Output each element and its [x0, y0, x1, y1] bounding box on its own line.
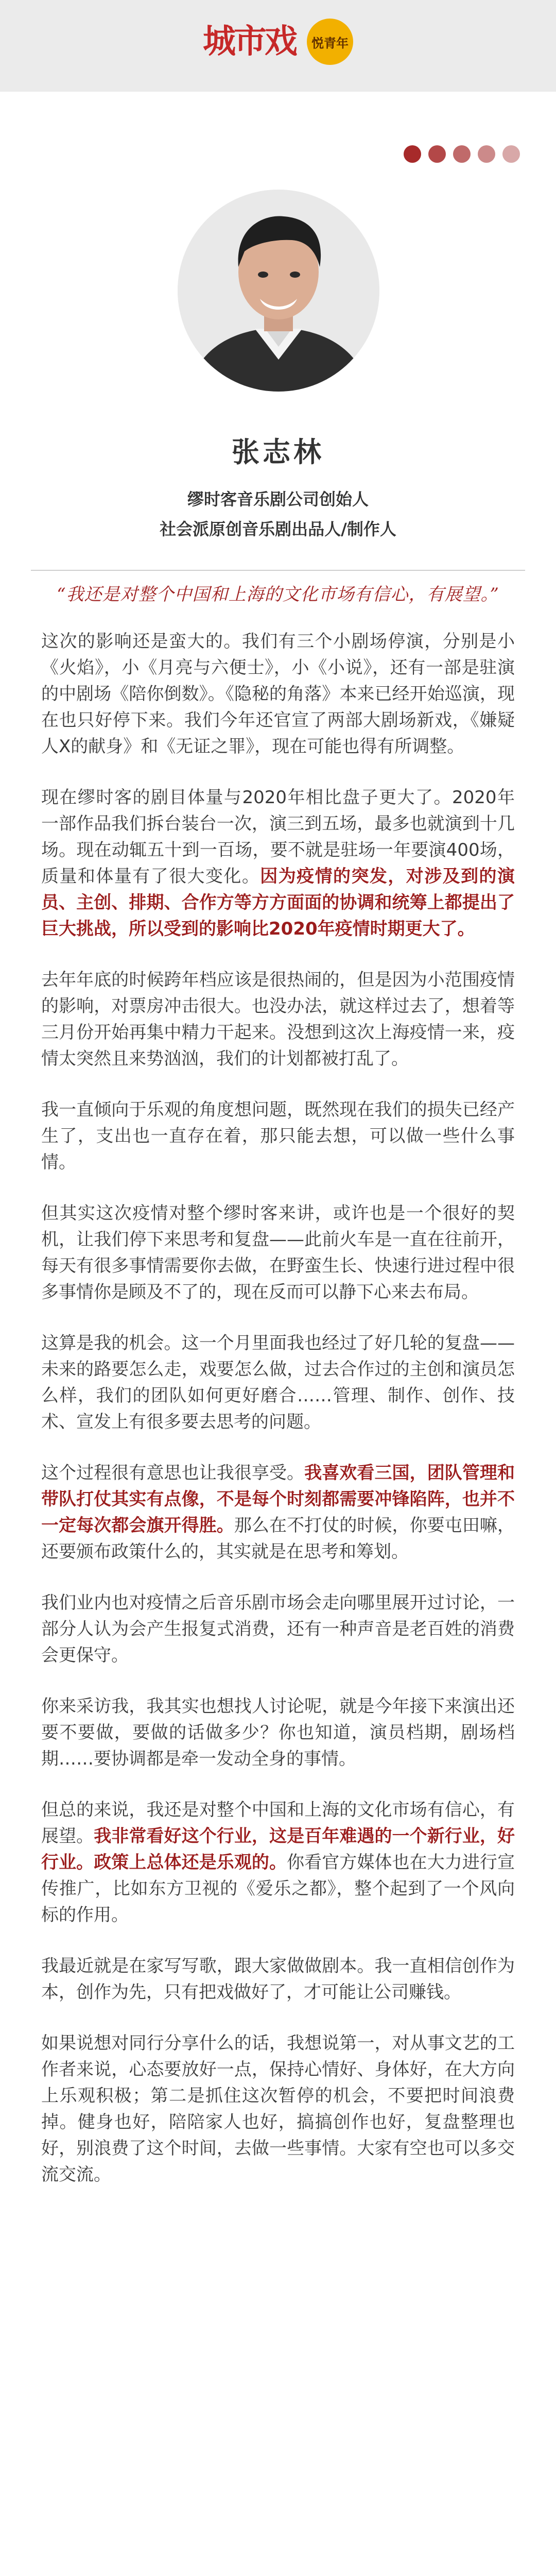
article-paragraph — [41, 1097, 515, 1176]
person-name: 张志林 — [232, 435, 324, 468]
paragraph-text: 那么在不打仗的时候，你要屯田嘛，还要颁布政策什么的，其实就是在思考和筹划。 — [41, 1515, 515, 1562]
article-paragraph — [41, 1330, 515, 1435]
logo-badge: 悦青年 — [307, 19, 353, 65]
paragraph-text: 这次的影响还是蛮大的。我们有三个小剧场停演，分别是小《火焰》，小《月亮与六便士》，小《小说》，还有一部是驻演的中剧场《陪你倒数》。《隐秘的角落》本来已经开始巡演，现在也只好停下来。我们今年还官宣了两部大剧场新戏，《嫌疑人X的献身》和《无证之罪》，现在可能也得有所调整。 — [41, 631, 515, 757]
paragraph-text: 现在缪时客的剧目体量与2020年相比盘子更大了。2020年一部作品我们拆台装台一次，演三到五场，最多也就演到十几场。现在动辄五十到一百场，要不就是驻场一年要演400场，质量和体量有了很大变化。 — [41, 787, 515, 887]
paragraph-text: 去年年底的时候跨年档应该是很热闹的，但是因为小范围疫情的影响，对票房冲击很大。也没办法，就这样过去了，想着等三月份开始再集中精力干起来。没想到这次上海疫情一来，疫情太突然且来势汹汹，我们的计划都被打乱了。 — [41, 970, 515, 1069]
paragraph-text: 但总的来说，我还是对整个中国和上海的文化市场有信心，有展望。 — [41, 1800, 515, 1846]
pull-quote — [31, 570, 525, 605]
paragraph-text: 我一直倾向于乐观的角度想问题，既然现在我们的损失已经产生了，支出也一直存在着，那只能去想，可以做一些什么事情。 — [41, 1099, 515, 1173]
portrait-photo — [178, 190, 379, 392]
paragraph-text: 你来采访我，我其实也想找人讨论呢，就是今年接下来演出还要不要做，要做的话做多少？你也知道，演员档期，剧场档期……要协调都是牵一发动全身的事情。 — [41, 1696, 515, 1769]
pager-dot[interactable] — [453, 145, 471, 163]
article-paragraph — [41, 1953, 515, 2006]
pager-dots — [404, 145, 520, 163]
article-paragraph — [41, 1200, 515, 1306]
highlighted-text: 因为疫情的突发，对涉及到的演员、主创、排期、合作方等方方面面的协调和统筹上都提出了巨大挑战，所以受到的影响比2020年疫情时期更大了。 — [41, 866, 515, 939]
pager-dot[interactable] — [428, 145, 446, 163]
portrait-illustration — [178, 190, 379, 392]
paragraph-text: 这个过程很有意思也让我很享受。 — [41, 1463, 305, 1483]
article-paragraph — [41, 629, 515, 760]
article-paragraph — [41, 2030, 515, 2188]
highlighted-text: 我喜欢看三国，团队管理和带队打仗其实有点像，不是每个时刻都需要冲锋陷阵，也并不一定每次都会旗开得胜。 — [41, 1463, 515, 1536]
article-paragraph — [41, 1460, 515, 1565]
article-paragraph — [41, 1797, 515, 1928]
person-role: 社会派原创音乐剧出品人/制作人 — [160, 519, 396, 539]
logo-wordmark: 城市戏 — [203, 22, 296, 61]
paragraph-text: 我最近就是在家写写歌，跟大家做做剧本。我一直相信创作为本，创作为先，只有把戏做好了，才可能让公司赚钱。 — [41, 1956, 515, 2003]
pager-dot[interactable] — [478, 145, 495, 163]
paragraph-text: 但其实这次疫情对整个缪时客来讲，或许也是一个很好的契机，让我们停下来思考和复盘——此前火车是一直在往前开，每天有很多事情需要你去做，在野蛮生长、快速行进过程中很多事情你是顾及不了的，现在反而可以静下心来去布局。 — [41, 1203, 515, 1302]
article-paragraph — [41, 1693, 515, 1772]
paragraph-text: 这算是我的机会。这一个月里面我也经过了好几轮的复盘——未来的路要怎么走，戏要怎么做，过去合作过的主创和演员怎么样，我们的团队如何更好磨合……管理、制作、创作、技术、宣发上有很多要去思考的问题。 — [41, 1333, 515, 1432]
article-paragraph — [41, 785, 515, 942]
article-paragraph — [41, 967, 515, 1072]
pager-dot[interactable] — [502, 145, 520, 163]
paragraph-text: 如果说想对同行分享什么的话，我想说第一，对从事文艺的工作者来说，心态要放好一点，保持心情好、身体好，在大方向上乐观积极；第二是抓住这次暂停的机会，不要把时间浪费掉。健身也好，陪陪家人也好，搞搞创作也好，复盘整理也好，别浪费了这个时间，去做一些事情。大家有空也可以多交流交流。 — [41, 2033, 515, 2185]
paragraph-text: 我们业内也对疫情之后音乐剧市场会走向哪里展开过讨论，一部分人认为会产生报复式消费，还有一种声音是老百姓的消费会更保守。 — [41, 1592, 515, 1666]
person-role: 缪时客音乐剧公司创始人 — [187, 489, 369, 509]
top-header — [0, 0, 556, 92]
article-paragraph — [41, 1590, 515, 1669]
profile-block — [0, 430, 556, 544]
quote-text: “我还是对整个中国和上海的文化市场有信心，有展望。” — [57, 584, 499, 605]
highlighted-text: 我非常看好这个行业，这是百年难遇的一个新行业，好行业。政策上总体还是乐观的。 — [41, 1826, 515, 1873]
pager-dot[interactable] — [404, 145, 421, 163]
brand-logo[interactable] — [203, 19, 353, 65]
article-body — [41, 629, 515, 2213]
paragraph-text: 你看官方媒体也在大力进行宣传推广，比如东方卫视的《爱乐之都》，整个起到了一个风向标的作用。 — [41, 1852, 515, 1925]
